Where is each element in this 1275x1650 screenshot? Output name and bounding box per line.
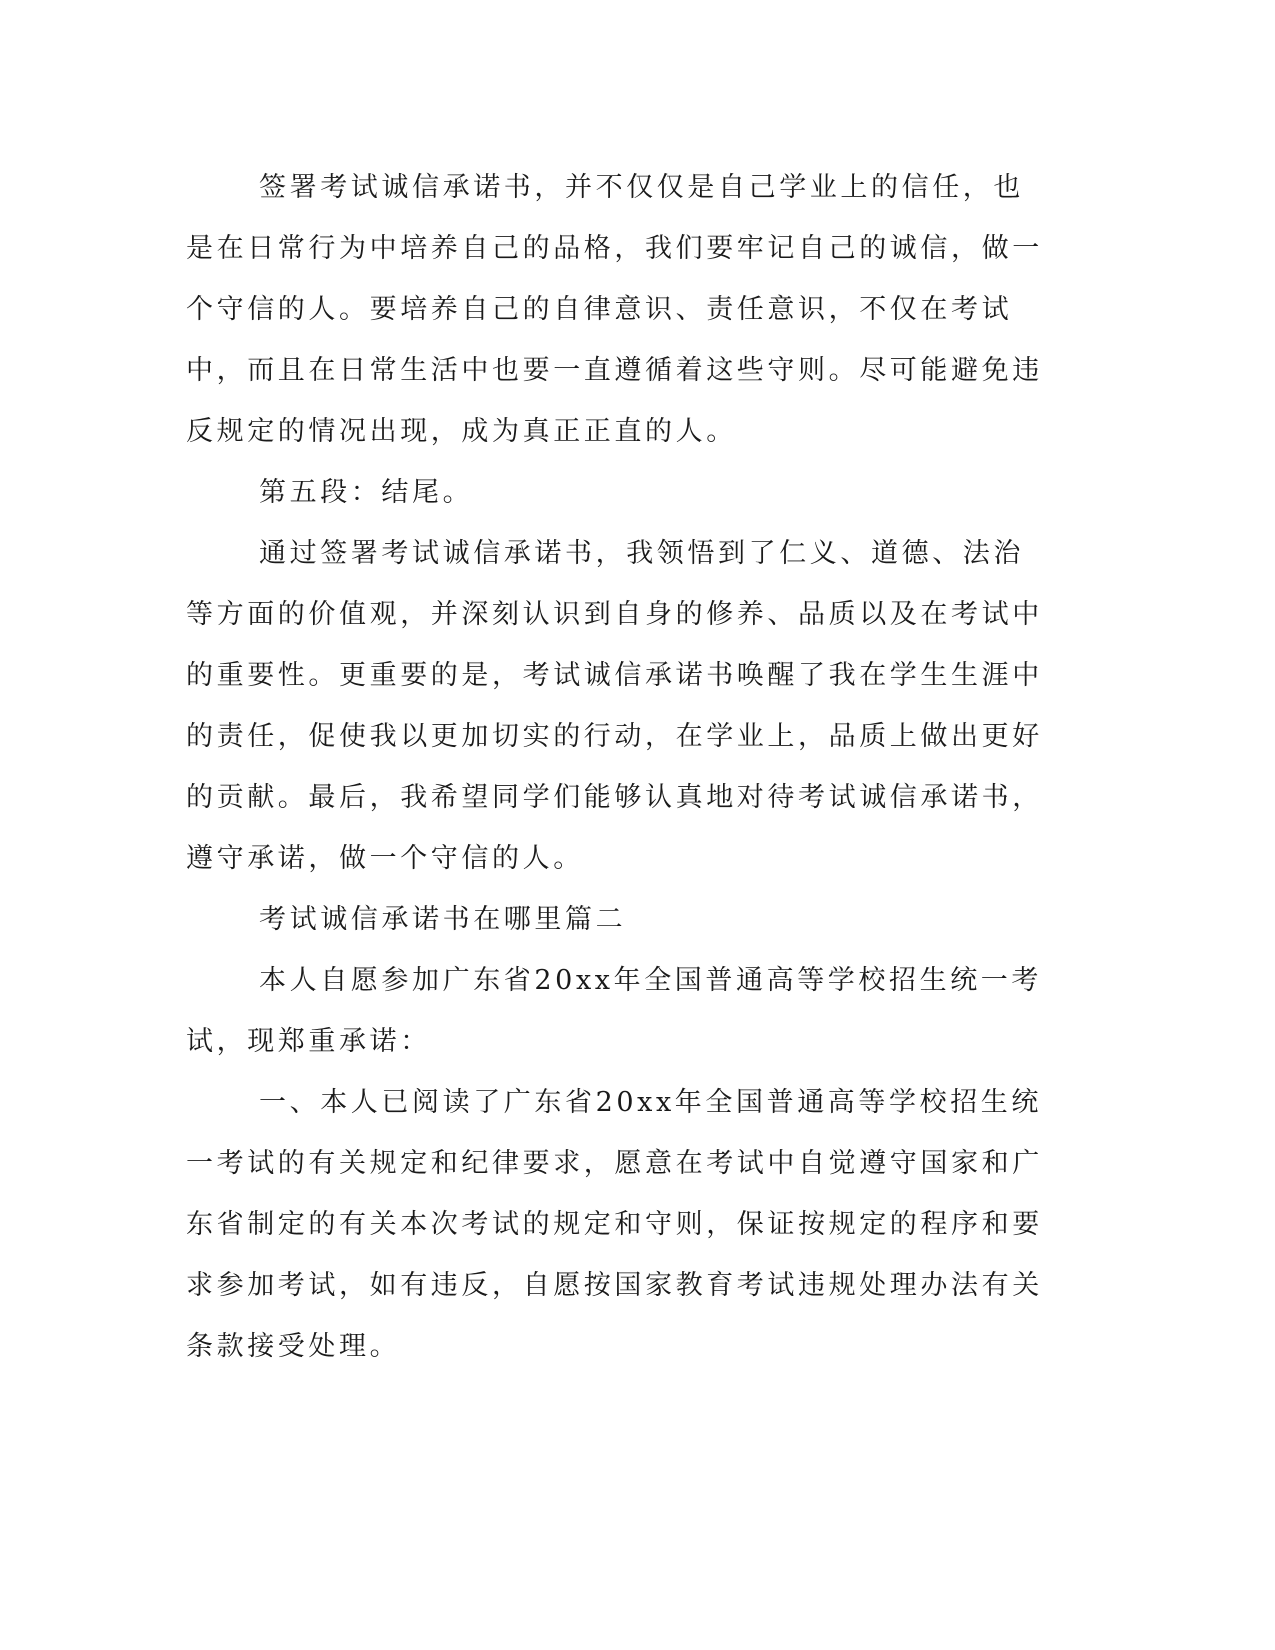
document-body	[186, 157, 1046, 1377]
paragraph-conclusion: 通过签署考试诚信承诺书，我领悟到了仁义、道德、法治等方面的价值观，并深刻认识到自身的修养、品质以及在考试中的重要性。更重要的是，考试诚信承诺书唤醒了我在学生生涯中的责任，促使我以更加切实的行动，在学业上，品质上做出更好的贡献。最后，我希望同学们能够认真地对待考试诚信承诺书，遵守承诺，做一个守信的人。	[186, 538, 1043, 874]
paragraph-pledge-intro: 本人自愿参加广东省20xx年全国普通高等学校招生统一考试，现郑重承诺：	[186, 965, 1043, 1057]
section-heading-ending: 第五段：结尾。	[259, 477, 474, 508]
article-title-part-two: 考试诚信承诺书在哪里篇二	[259, 904, 627, 935]
paragraph-integrity-character: 签署考试诚信承诺书，并不仅仅是自己学业上的信任，也是在日常行为中培养自己的品格，我们要牢记自己的诚信，做一个守信的人。要培养自己的自律意识、责任意识，不仅在考试中，而且在日常生活中也要一直遵循着这些守则。尽可能避免违反规定的情况出现，成为真正正直的人。	[186, 172, 1043, 447]
paragraph-pledge-item-one: 一、本人已阅读了广东省20xx年全国普通高等学校招生统一考试的有关规定和纪律要求，愿意在考试中自觉遵守国家和广东省制定的有关本次考试的规定和守则，保证按规定的程序和要求参加考试，如有违反，自愿按国家教育考试违规处理办法有关条款接受处理。	[186, 1087, 1043, 1362]
